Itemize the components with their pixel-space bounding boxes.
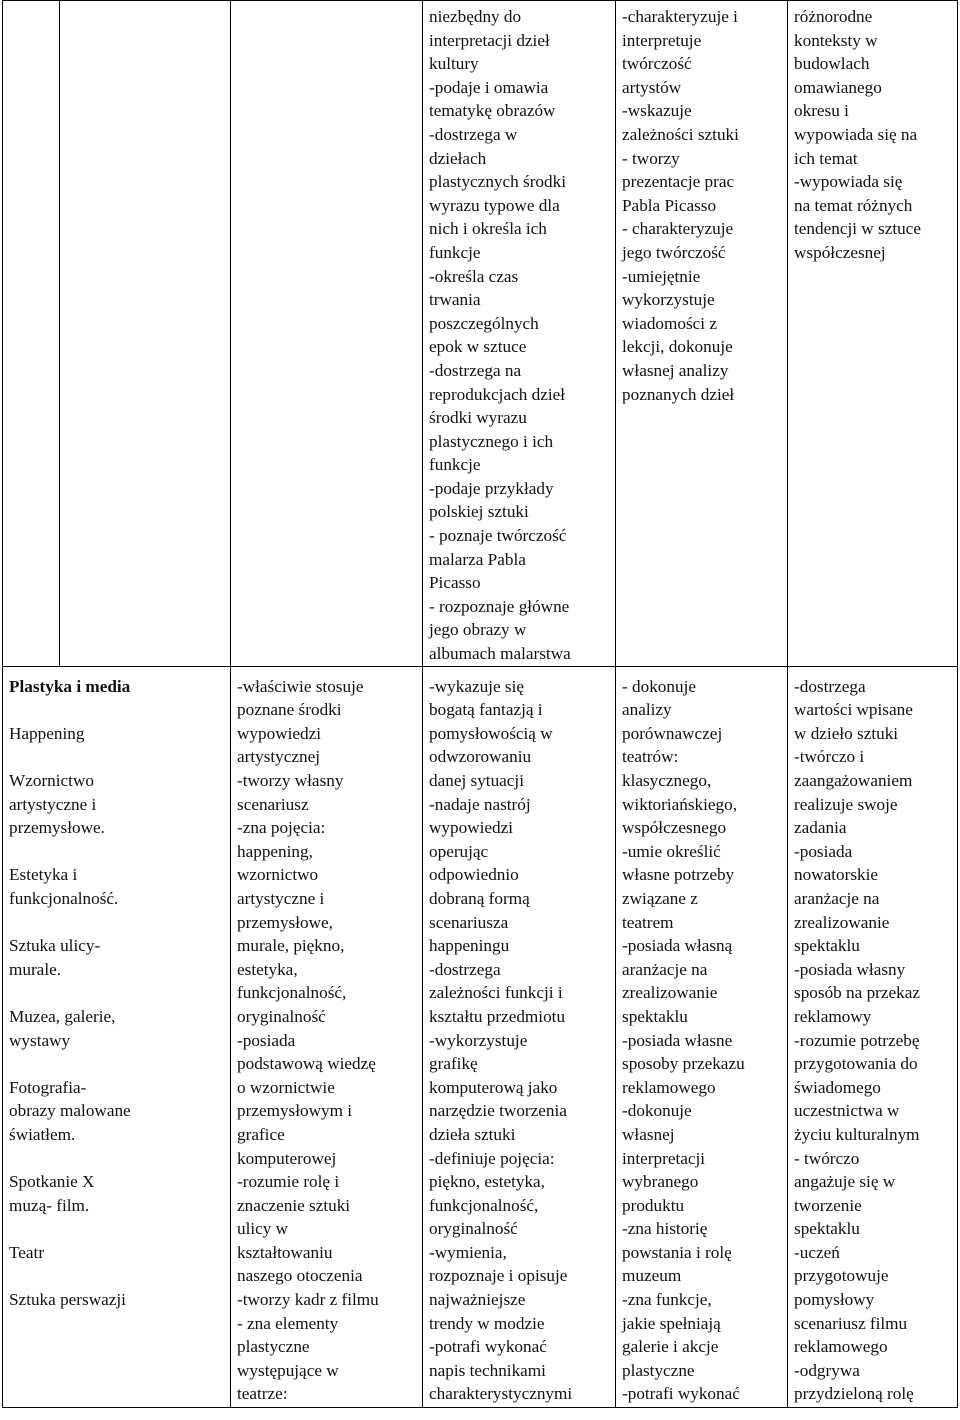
text-line: tworzenie xyxy=(794,1195,862,1215)
table-cell-topics xyxy=(3,666,231,1407)
table-cell-requirements xyxy=(423,666,616,1407)
text-line: galerie i akcje xyxy=(622,1337,719,1357)
text-line: - twórczo xyxy=(794,1148,860,1168)
topic-line: murale. xyxy=(9,959,62,979)
topic-list xyxy=(9,698,230,1311)
text-line: -podaje i omawia xyxy=(429,77,549,97)
curriculum-table xyxy=(2,0,958,1408)
cell-text xyxy=(429,5,615,666)
text-line: rozpoznaje i opisuje xyxy=(429,1266,568,1286)
table-cell-requirements xyxy=(788,666,958,1407)
text-line: tendencji w sztuce xyxy=(794,219,921,239)
text-line: bogatą fantazją i xyxy=(429,700,543,720)
topic-line: muzą- film. xyxy=(9,1195,90,1215)
text-line: reklamowy xyxy=(794,1006,872,1026)
text-line: -tworzy własny xyxy=(237,771,344,790)
text-line: oryginalność xyxy=(237,1006,326,1026)
text-line: scenariusz xyxy=(237,794,309,814)
text-line: różnorodne xyxy=(794,7,873,26)
text-line: artystów xyxy=(622,77,682,97)
spacer xyxy=(9,1147,230,1171)
text-line: -dostrzega w xyxy=(429,124,518,144)
text-line: -posiada xyxy=(237,1030,296,1050)
topic-line: funkcjonalność. xyxy=(9,888,119,908)
text-line: prezentacje prac xyxy=(622,172,735,192)
text-line: omawianego xyxy=(794,77,882,97)
text-line: -dostrzega xyxy=(429,959,501,979)
text-line: twórczość xyxy=(622,54,692,74)
text-line: funkcjonalność, xyxy=(429,1195,539,1215)
text-line: scenariusza xyxy=(429,912,509,932)
text-line: aranżacje na xyxy=(794,888,880,908)
text-line: scenariusz filmu xyxy=(794,1313,908,1333)
text-line: Picasso xyxy=(429,573,481,593)
topic-title: Plastyka i media xyxy=(9,676,131,696)
text-line: powstania i rolę xyxy=(622,1242,732,1262)
text-line: jego twórczość xyxy=(622,242,726,262)
text-line: -zna pojęcia: xyxy=(237,818,326,838)
topic-line: Teatr xyxy=(9,1242,45,1262)
text-line: danej sytuacji xyxy=(429,771,524,790)
text-line: wypowiedzi xyxy=(429,818,514,838)
table-cell-empty xyxy=(3,1,60,667)
text-line: -rozumie potrzebę xyxy=(794,1030,920,1050)
text-line: ulicy w xyxy=(237,1219,289,1239)
text-line: znaczenie sztuki xyxy=(237,1195,351,1215)
text-line: plastycznych środki xyxy=(429,172,566,192)
text-line: najważniejsze xyxy=(429,1290,526,1310)
text-line: piękno, estetyka, xyxy=(429,1172,545,1192)
text-line: tematykę obrazów xyxy=(429,101,556,121)
text-line: spektaklu xyxy=(794,1219,860,1239)
topic-line: artystyczne i xyxy=(9,794,97,814)
text-line: -wskazuje xyxy=(622,101,692,121)
text-line: nich i określa ich xyxy=(429,219,547,239)
text-line: funkcjonalność, xyxy=(237,983,347,1003)
text-line: na temat różnych xyxy=(794,195,913,215)
table-cell-requirements xyxy=(423,1,616,667)
text-line: teatrem xyxy=(622,912,674,932)
text-line: - rozpoznaje główne xyxy=(429,596,570,616)
text-line: porównawczej xyxy=(622,723,723,743)
text-line: -posiada xyxy=(794,841,853,861)
text-line: -potrafi wykonać xyxy=(622,1384,740,1404)
text-line: poznanych dzieł xyxy=(622,384,735,404)
topic-line: przemysłowe. xyxy=(9,818,105,838)
text-line: interpretuje xyxy=(622,30,702,50)
text-line: -odgrywa xyxy=(794,1360,860,1380)
text-line: artystycznej xyxy=(237,747,321,767)
text-line: plastyczne xyxy=(237,1337,310,1357)
text-line: -zna historię xyxy=(622,1219,708,1239)
text-line: grafikę xyxy=(429,1054,478,1074)
text-line: -charakteryzuje i xyxy=(622,7,738,26)
text-line: angażuje się w xyxy=(794,1172,896,1192)
text-line: happeningu xyxy=(429,936,510,956)
text-line: świadomego xyxy=(794,1077,881,1097)
topic-line: Sztuka ulicy- xyxy=(9,936,101,956)
table-cell-requirements xyxy=(616,1,788,667)
text-line: -właściwie stosuje xyxy=(237,676,364,696)
text-line: reprodukcjach dzieł xyxy=(429,384,565,404)
topic-line: Wzornictwo xyxy=(9,771,94,790)
text-line: - charakteryzuje xyxy=(622,219,734,239)
text-line: -dostrzega na xyxy=(429,360,522,380)
text-line: teatrze: xyxy=(237,1384,288,1404)
table-row xyxy=(3,1,958,667)
text-line: reklamowego xyxy=(794,1337,888,1357)
spacer xyxy=(9,840,230,864)
text-line: - dokonuje xyxy=(622,676,696,696)
text-line: kultury xyxy=(429,54,479,74)
text-line: wartości wpisane xyxy=(794,700,913,720)
text-line: zadania xyxy=(794,818,847,838)
text-line: funkcje xyxy=(429,455,481,475)
text-line: dziełach xyxy=(429,148,487,168)
text-line: plastycznego i ich xyxy=(429,431,554,451)
spacer xyxy=(9,1264,230,1288)
text-line: kształtowaniu xyxy=(237,1242,333,1262)
text-line: murale, piękno, xyxy=(237,936,345,956)
text-line: sposób na przekaz xyxy=(794,983,920,1003)
text-line: komputerową jako xyxy=(429,1077,558,1097)
text-line: wiadomości z xyxy=(622,313,717,333)
topic-line: Sztuka perswazji xyxy=(9,1290,126,1310)
text-line: zaangażowaniem xyxy=(794,771,913,790)
text-line: wypowiada się na xyxy=(794,124,918,144)
text-line: -uczeń xyxy=(794,1242,840,1262)
text-line: -potrafi wykonać xyxy=(429,1337,547,1357)
cell-text xyxy=(622,5,787,406)
text-line: okresu i xyxy=(794,101,849,121)
text-line: pomysłowy xyxy=(794,1290,875,1310)
text-line: -rozumie rolę i xyxy=(237,1172,340,1192)
text-line: - zna elementy xyxy=(237,1313,339,1333)
text-line: uczestnictwa w xyxy=(794,1101,900,1121)
topic-line: światłem. xyxy=(9,1124,76,1144)
text-line: analizy xyxy=(622,700,672,720)
text-line: przemysłowe, xyxy=(237,912,333,932)
text-line: zrealizowanie xyxy=(794,912,890,932)
text-line: komputerowej xyxy=(237,1148,337,1168)
text-line: narzędzie tworzenia xyxy=(429,1101,567,1121)
text-line: realizuje swoje xyxy=(794,794,898,814)
cell-text xyxy=(794,675,957,1406)
table-cell-empty xyxy=(231,1,423,667)
text-line: -twórczo i xyxy=(794,747,865,767)
text-line: trwania xyxy=(429,290,481,310)
text-line: operując xyxy=(429,841,489,861)
table-cell-requirements xyxy=(616,666,788,1407)
text-line: -dostrzega xyxy=(794,676,866,696)
text-line: klasycznego, xyxy=(622,771,712,790)
text-line: wiktoriańskiego, xyxy=(622,794,738,814)
text-line: pomysłowością w xyxy=(429,723,553,743)
text-line: niezbędny do xyxy=(429,7,522,26)
text-line: charakterystycznymi xyxy=(429,1384,573,1404)
text-line: w dzieło sztuki xyxy=(794,723,899,743)
text-line: teatrów: xyxy=(622,747,679,767)
text-line: -podaje przykłady xyxy=(429,478,554,498)
text-line: dzieła sztuki xyxy=(429,1124,516,1144)
text-line: -posiada własny xyxy=(794,959,906,979)
table-cell-requirements xyxy=(231,666,423,1407)
spacer xyxy=(9,911,230,935)
text-line: -zna funkcje, xyxy=(622,1290,712,1310)
text-line: zależności sztuki xyxy=(622,124,739,144)
text-line: konteksty w xyxy=(794,30,878,50)
text-line: budowlach xyxy=(794,54,870,74)
spacer xyxy=(9,1052,230,1076)
text-line: reklamowego xyxy=(622,1077,716,1097)
text-line: wyrazu typowe dla xyxy=(429,195,560,215)
text-line: -tworzy kadr z filmu xyxy=(237,1290,379,1310)
cell-text xyxy=(622,675,787,1406)
text-line: wypowiedzi xyxy=(237,723,322,743)
text-line: przygotowuje xyxy=(794,1266,889,1286)
text-line: podstawową wiedzę xyxy=(237,1054,376,1074)
text-line: naszego otoczenia xyxy=(237,1266,363,1286)
text-line: życiu kulturalnym xyxy=(794,1124,920,1144)
text-line: oryginalność xyxy=(429,1219,518,1239)
text-line: - tworzy xyxy=(622,148,680,168)
text-line: -umiejętnie xyxy=(622,266,701,286)
text-line: związane z xyxy=(622,888,698,908)
topic-line: Fotografia- xyxy=(9,1077,87,1097)
text-line: -wymienia, xyxy=(429,1242,507,1262)
text-line: napis technikami xyxy=(429,1360,546,1380)
text-line: wykorzystuje xyxy=(622,290,715,310)
topic-line: Happening xyxy=(9,723,85,743)
text-line: środki wyrazu xyxy=(429,408,527,428)
text-line: kształtu przedmiotu xyxy=(429,1006,566,1026)
cell-text xyxy=(429,675,615,1406)
text-line: odwzorowaniu xyxy=(429,747,532,767)
text-line: -wykorzystuje xyxy=(429,1030,528,1050)
text-line: -wykazuje się xyxy=(429,676,524,696)
text-line: -umie określić xyxy=(622,841,721,861)
text-line: -wypowiada się xyxy=(794,172,903,192)
text-line: -nadaje nastrój xyxy=(429,794,531,814)
topic-line: Spotkanie X xyxy=(9,1172,95,1192)
text-line: epok w sztuce xyxy=(429,337,527,357)
spacer xyxy=(9,1217,230,1241)
text-line: polskiej sztuki xyxy=(429,502,529,522)
cell-text xyxy=(794,5,957,265)
text-line: malarza Pabla xyxy=(429,549,526,569)
text-line: jakie spełniają xyxy=(622,1313,721,1333)
text-line: artystyczne i xyxy=(237,888,325,908)
text-line: zrealizowanie xyxy=(622,983,718,1003)
text-line: muzeum xyxy=(622,1266,682,1286)
spacer xyxy=(9,981,230,1005)
text-line: aranżacje na xyxy=(622,959,708,979)
text-line: plastyczne xyxy=(622,1360,695,1380)
topic-line: wystawy xyxy=(9,1030,71,1050)
text-line: lekcji, dokonuje xyxy=(622,337,733,357)
text-line: własnej xyxy=(622,1124,675,1144)
text-line: grafice xyxy=(237,1124,285,1144)
topic-line: Estetyka i xyxy=(9,865,78,885)
text-line: -posiada własne xyxy=(622,1030,733,1050)
text-line: albumach malarstwa xyxy=(429,644,571,664)
topic-line: obrazy malowane xyxy=(9,1101,131,1121)
text-line: Pabla Picasso xyxy=(622,195,717,215)
text-line: trendy w modzie xyxy=(429,1313,545,1333)
text-line: dobraną formą xyxy=(429,888,530,908)
table-cell-requirements xyxy=(788,1,958,667)
text-line: -określa czas xyxy=(429,266,519,286)
table-row xyxy=(3,666,958,1407)
text-line: spektaklu xyxy=(794,936,860,956)
text-line: przygotowania do xyxy=(794,1054,918,1074)
text-line: odpowiednio xyxy=(429,865,519,885)
text-line: własnej analizy xyxy=(622,360,729,380)
text-line: -definiuje pojęcia: xyxy=(429,1148,555,1168)
topic-line: Muzea, galerie, xyxy=(9,1006,116,1026)
text-line: produktu xyxy=(622,1195,685,1215)
text-line: -dokonuje xyxy=(622,1101,692,1121)
text-line: estetyka, xyxy=(237,959,298,979)
text-line: nowatorskie xyxy=(794,865,879,885)
text-line: wzornictwo xyxy=(237,865,319,885)
text-line: happening, xyxy=(237,841,313,861)
text-line: spektaklu xyxy=(622,1006,688,1026)
text-line: współczesnego xyxy=(622,818,727,838)
table-cell-empty xyxy=(60,1,231,667)
cell-text xyxy=(237,675,422,1406)
text-line: interpretacji xyxy=(622,1148,706,1168)
spacer xyxy=(9,745,230,769)
text-line: -posiada własną xyxy=(622,936,733,956)
text-line: poszczególnych xyxy=(429,313,539,333)
text-line: - poznaje twórczość xyxy=(429,526,567,546)
text-line: o wzornictwie xyxy=(237,1077,335,1097)
spacer xyxy=(9,698,230,722)
text-line: ich temat xyxy=(794,148,858,168)
text-line: sposoby przekazu xyxy=(622,1054,745,1074)
text-line: funkcje xyxy=(429,242,481,262)
text-line: współczesnej xyxy=(794,242,886,262)
text-line: interpretacji dzieł xyxy=(429,30,550,50)
text-line: jego obrazy w xyxy=(429,620,527,640)
text-line: przydzieloną rolę xyxy=(794,1384,914,1404)
text-line: zależności funkcji i xyxy=(429,983,563,1003)
text-line: występujące w xyxy=(237,1360,339,1380)
text-line: własne potrzeby xyxy=(622,865,735,885)
text-line: wybranego xyxy=(622,1172,699,1192)
text-line: poznane środki xyxy=(237,700,342,720)
text-line: przemysłowym i xyxy=(237,1101,353,1121)
